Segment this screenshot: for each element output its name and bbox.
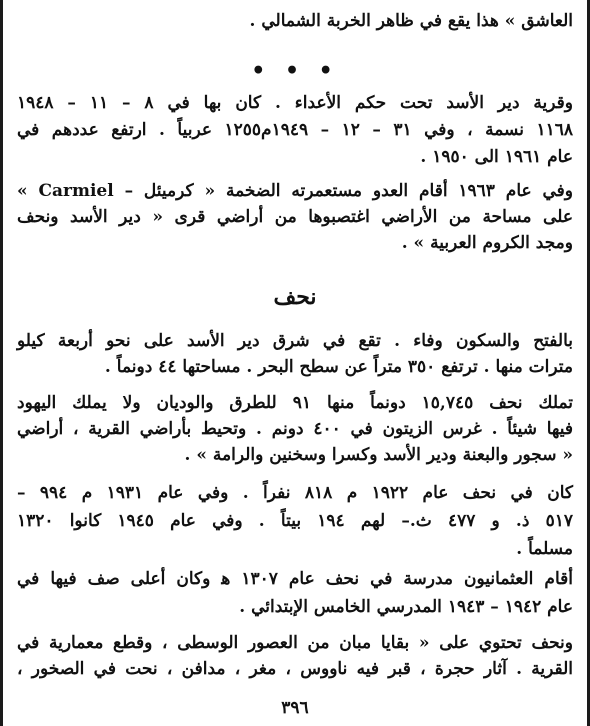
text-line: ونحف تحتوي على « بقايا مبان من العصور الوسطى ، وقطع معمارية في (17, 633, 573, 653)
section-heading: نحف (273, 284, 317, 310)
text-line: وقرية دير الأسد تحت حكم الأعداء . كان بها في ٨ – ١١ – ١٩٤٨ (17, 93, 573, 113)
page-number: ٣٩٦ (281, 698, 309, 718)
text-line: عام ١٩٤٢ – ١٩٤٣ المدرسي الخامس الإبتدائي . (239, 597, 573, 617)
text-line: على مساحة من الأراضي اغتصبوها من أراضي قرى « دير الأسد ونحف (17, 207, 573, 227)
text-line: القرية . آثار حجرة ، قبر فيه ناووس ، مغر ، مدافن ، نحت في الصخور ، (17, 659, 573, 679)
text-line: ١١٦٨ نسمة ، وفي ٣١ – ١٢ – ١٩٤٩م١٢٥٥ عربياً . ارتفع عددهم في (17, 120, 573, 140)
text-line: بالفتح والسكون وفاء . تقع في شرق دير الأسد على نحو أربعة كيلو (17, 331, 573, 351)
text-line: مترات منها . ترتفع ٣٥٠ متراً عن سطح البحر . مساحتها ٤٤ دونماً . (104, 357, 573, 377)
text-line: تملك نحف ١٥,٧٤٥ دونماً منها ٩١ للطرق والوديان ولا يملك اليهود (17, 393, 574, 413)
text-line: وفي عام ١٩٦٣ أقام العدو مستعمرته الضخمة « كرميئل – Carmiel » (17, 181, 573, 201)
text-line: ٥١٧ ذ. و ٤٧٧ ث.– لهم ١٩٤ بيتاً . وفي عام ١٩٤٥ كانوا ١٣٢٠ (17, 511, 573, 531)
section-separator: • • • (251, 58, 339, 84)
text-line: عام ١٩٦١ الى ١٩٥٠ . (420, 147, 573, 167)
text-line: كان في نحف عام ١٩٢٢ م ٨١٨ نفراً . وفي عام ١٩٣١ م ٩٩٤ – (17, 483, 573, 503)
text-line: « سجور والبعنة ودير الأسد وكسرا وسخنين والرامة » . (184, 445, 573, 465)
text-line: العاشق » هذا يقع في ظاهر الخربة الشمالي . (249, 11, 573, 31)
text-line: مسلماً . (516, 539, 573, 559)
text-line: فيها شيئاً . غرس الزيتون في ٤٠٠ دونم . وتحيط بأراضي القرية ، أراضي (17, 419, 573, 439)
text-line: أقام العثمانيون مدرسة في نحف عام ١٣٠٧ ﻫ وكان أعلى صف فيها في (17, 569, 573, 589)
text-line: ومجد الكروم العربية » . (401, 233, 573, 253)
